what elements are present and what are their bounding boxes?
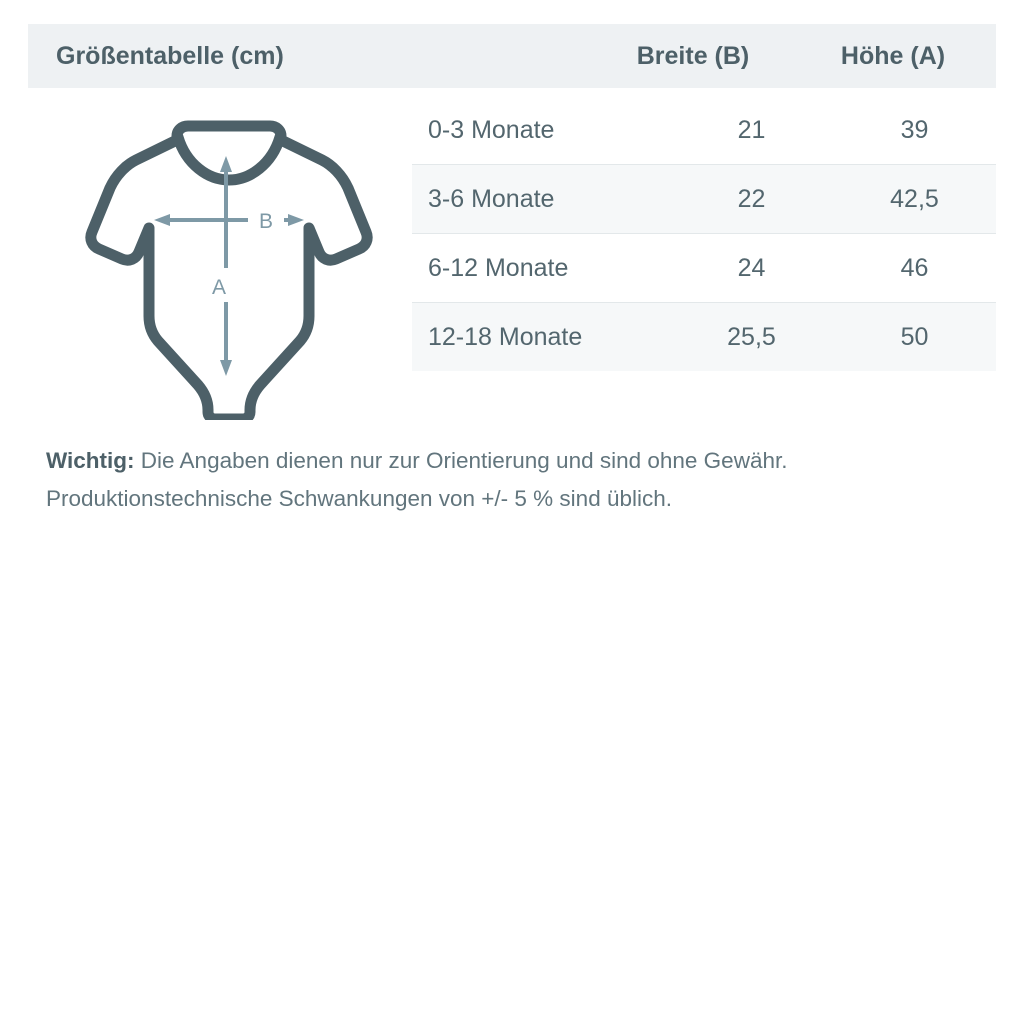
cell-height: 39 <box>900 115 929 144</box>
table-row <box>412 165 996 234</box>
diagram-label-width: B <box>258 210 274 233</box>
table-row <box>412 96 996 165</box>
cell-width: 21 <box>737 115 766 144</box>
cell-size: 6-12 Monate <box>428 253 569 282</box>
baby-bodysuit-icon <box>74 120 384 420</box>
diagram-label-height: A <box>211 276 227 299</box>
column-header-width: Breite (B) <box>636 42 750 70</box>
cell-size: 0-3 Monate <box>428 115 555 144</box>
table-row <box>412 303 996 371</box>
cell-size: 12-18 Monate <box>428 322 583 351</box>
cell-width: 24 <box>737 253 766 282</box>
disclaimer-note <box>46 442 976 518</box>
cell-height: 50 <box>900 322 929 351</box>
page-title: Größentabelle (cm) <box>56 42 284 70</box>
table-header-band <box>28 24 996 88</box>
cell-height: 46 <box>900 253 929 282</box>
cell-width: 22 <box>737 184 766 213</box>
size-table <box>412 96 996 371</box>
cell-width: 25,5 <box>727 322 776 351</box>
column-header-height: Höhe (A) <box>840 42 946 70</box>
table-row <box>412 234 996 303</box>
cell-height: 42,5 <box>890 184 939 213</box>
disclaimer-line-1: Die Angaben dienen nur zur Orientierung und sind ohne Gewähr. <box>134 448 788 473</box>
cell-size: 3-6 Monate <box>428 184 555 213</box>
disclaimer-line-2: Produktionstechnische Schwankungen von +/- 5 % sind üblich. <box>46 486 673 511</box>
disclaimer-label: Wichtig: <box>46 448 135 473</box>
